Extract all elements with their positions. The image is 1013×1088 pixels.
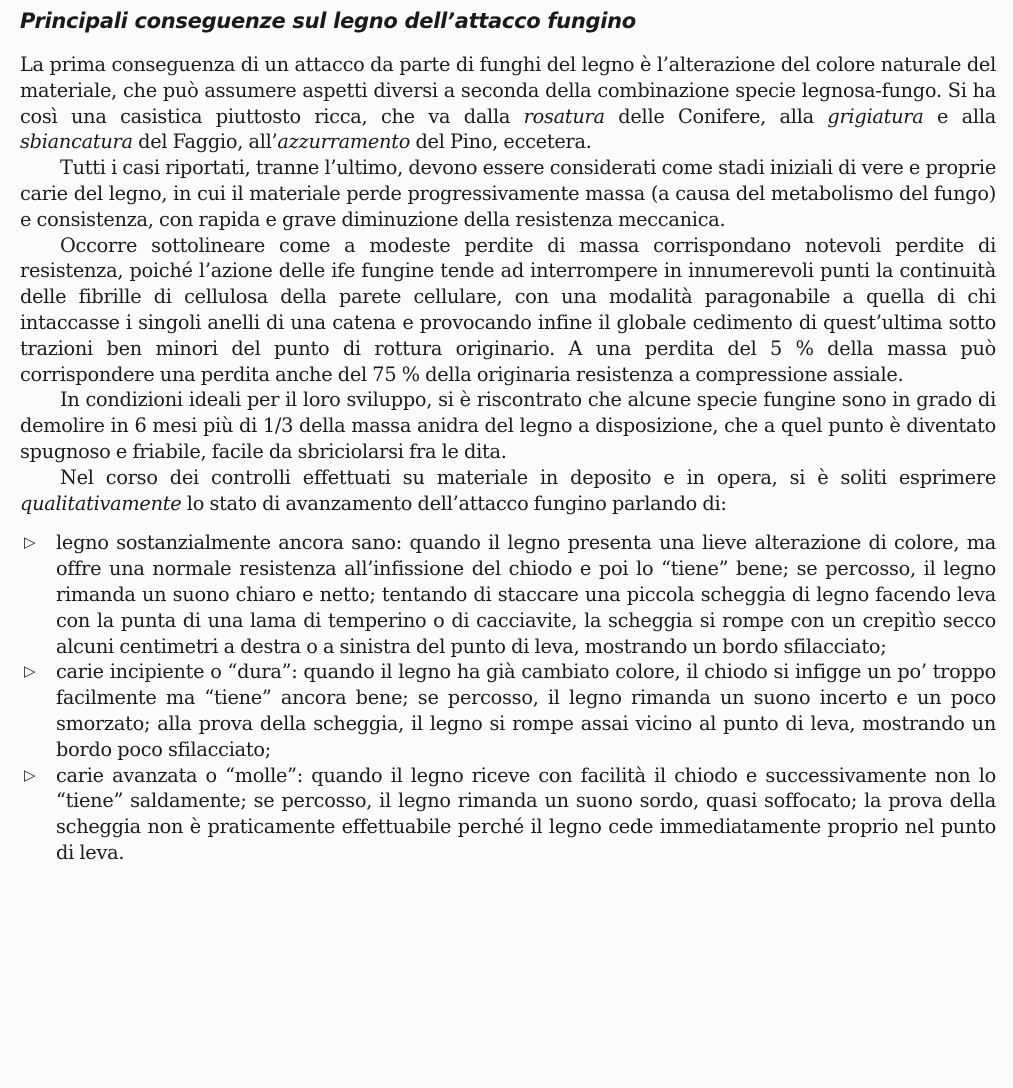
- paragraph-1-text-d: del Faggio, all’: [132, 130, 278, 154]
- term-rosatura: rosatura: [523, 104, 605, 128]
- triangle-bullet-icon: ▷: [24, 765, 36, 784]
- paragraph-1-text-c: e alla: [923, 104, 996, 128]
- paragraph-1-text-e: del Pino, eccetera.: [410, 130, 592, 154]
- paragraph-1-text-a: La prima conseguenza di un attacco da parte di funghi del legno è l’alterazione del colore naturale del materiale, che può assumere aspetti diversi a seconda della combinazione specie legnosa-fungo. Si ha così una casistica piuttosto ricca, che va dalla: [20, 53, 996, 128]
- section-heading: Principali conseguenze sul legno dell’attacco fungino: [20, 9, 636, 33]
- list-item: [20, 530, 996, 659]
- paragraph-4: In condizioni ideali per il loro sviluppo, si è riscontrato che alcune specie fungine sono in grado di demolire in 6 mesi più di 1/3 della massa anidra del legno a disposizione, che a quel punto è diventato spugnoso e friabile, facile da sbriciolarsi fra le dita.: [20, 388, 996, 463]
- term-grigiatura: grigiatura: [827, 104, 924, 128]
- paragraph-1: [20, 52, 996, 155]
- list-item-text: carie avanzata o “molle”: quando il legno riceve con facilità il chiodo e successivamente non lo “tiene” saldamente; se percosso, il legno rimanda un suono sordo, quasi soffocato; la prova della scheggia non è praticamente effettuabile perché il legno cede immediatamente proprio nel punto di leva.: [56, 763, 996, 864]
- triangle-bullet-icon: ▷: [24, 662, 36, 681]
- decay-stage-list: [20, 530, 996, 865]
- paragraph-2: Tutti i casi riportati, tranne l’ultimo, devono essere considerati come stadi iniziali di vere e proprie carie del legno, in cui il materiale perde progressivamente massa (a causa del metabolismo del fungo) e consistenza, con rapida e grave diminuzione della resistenza meccanica.: [20, 156, 996, 231]
- document-body: [20, 52, 996, 866]
- paragraph-5: [20, 465, 996, 517]
- paragraph-1-text-b: delle Conifere, alla: [604, 104, 828, 128]
- document-page: [20, 6, 996, 866]
- term-azzurramento: azzurramento: [277, 130, 411, 154]
- paragraph-5-text-a: Nel corso dei controlli effettuati su materiale in deposito e in opera, si è soliti esprimere: [60, 465, 996, 489]
- triangle-bullet-icon: ▷: [24, 533, 36, 552]
- paragraph-5-text-b: lo stato di avanzamento dell’attacco fungino parlando di:: [181, 491, 727, 515]
- list-item-text: carie incipiente o “dura”: quando il legno ha già cambiato colore, il chiodo si infigge un po’ troppo facilmente ma “tiene” ancora bene; se percosso, il legno rimanda un suono incerto e un poco smorzato; alla prova della scheggia, il legno si rompe assai vicino al punto di leva, mostrando un bordo poco sfilacciato;: [56, 660, 996, 761]
- paragraph-3: Occorre sottolineare come a modeste perdite di massa corrispondano notevoli perdite di resistenza, poiché l’azione delle ife fungine tende ad interrompere in innumerevoli punti la continuità delle fibrille di cellulosa della parete cellulare, con una modalità paragonabile a quella di chi intaccasse i singoli anelli di una catena e provocando infine il globale cedimento di quest’ultima sotto trazioni ben minori del punto di rottura originario. A una perdita del 5 % della massa può corrispondere una perdita anche del 75 % della originaria resistenza a compressione assiale.: [20, 233, 996, 386]
- list-item-text: legno sostanzialmente ancora sano: quando il legno presenta una lieve alterazione di colore, ma offre una normale resistenza all’infissione del chiodo e poi lo “tiene” bene; se percosso, il legno rimanda un suono chiaro e netto; tentando di staccare una piccola scheggia di legno facendo leva con la punta di una lama di temperino o di cacciavite, la scheggia si rompe con un crepitìo secco alcuni centimetri a destra o a sinistra del punto di leva, mostrando un bordo sfilacciato;: [56, 531, 996, 658]
- list-item: [20, 659, 996, 762]
- list-item: [20, 763, 996, 866]
- term-qualitativamente: qualitativamente: [20, 491, 182, 515]
- term-sbiancatura: sbiancatura: [20, 130, 133, 154]
